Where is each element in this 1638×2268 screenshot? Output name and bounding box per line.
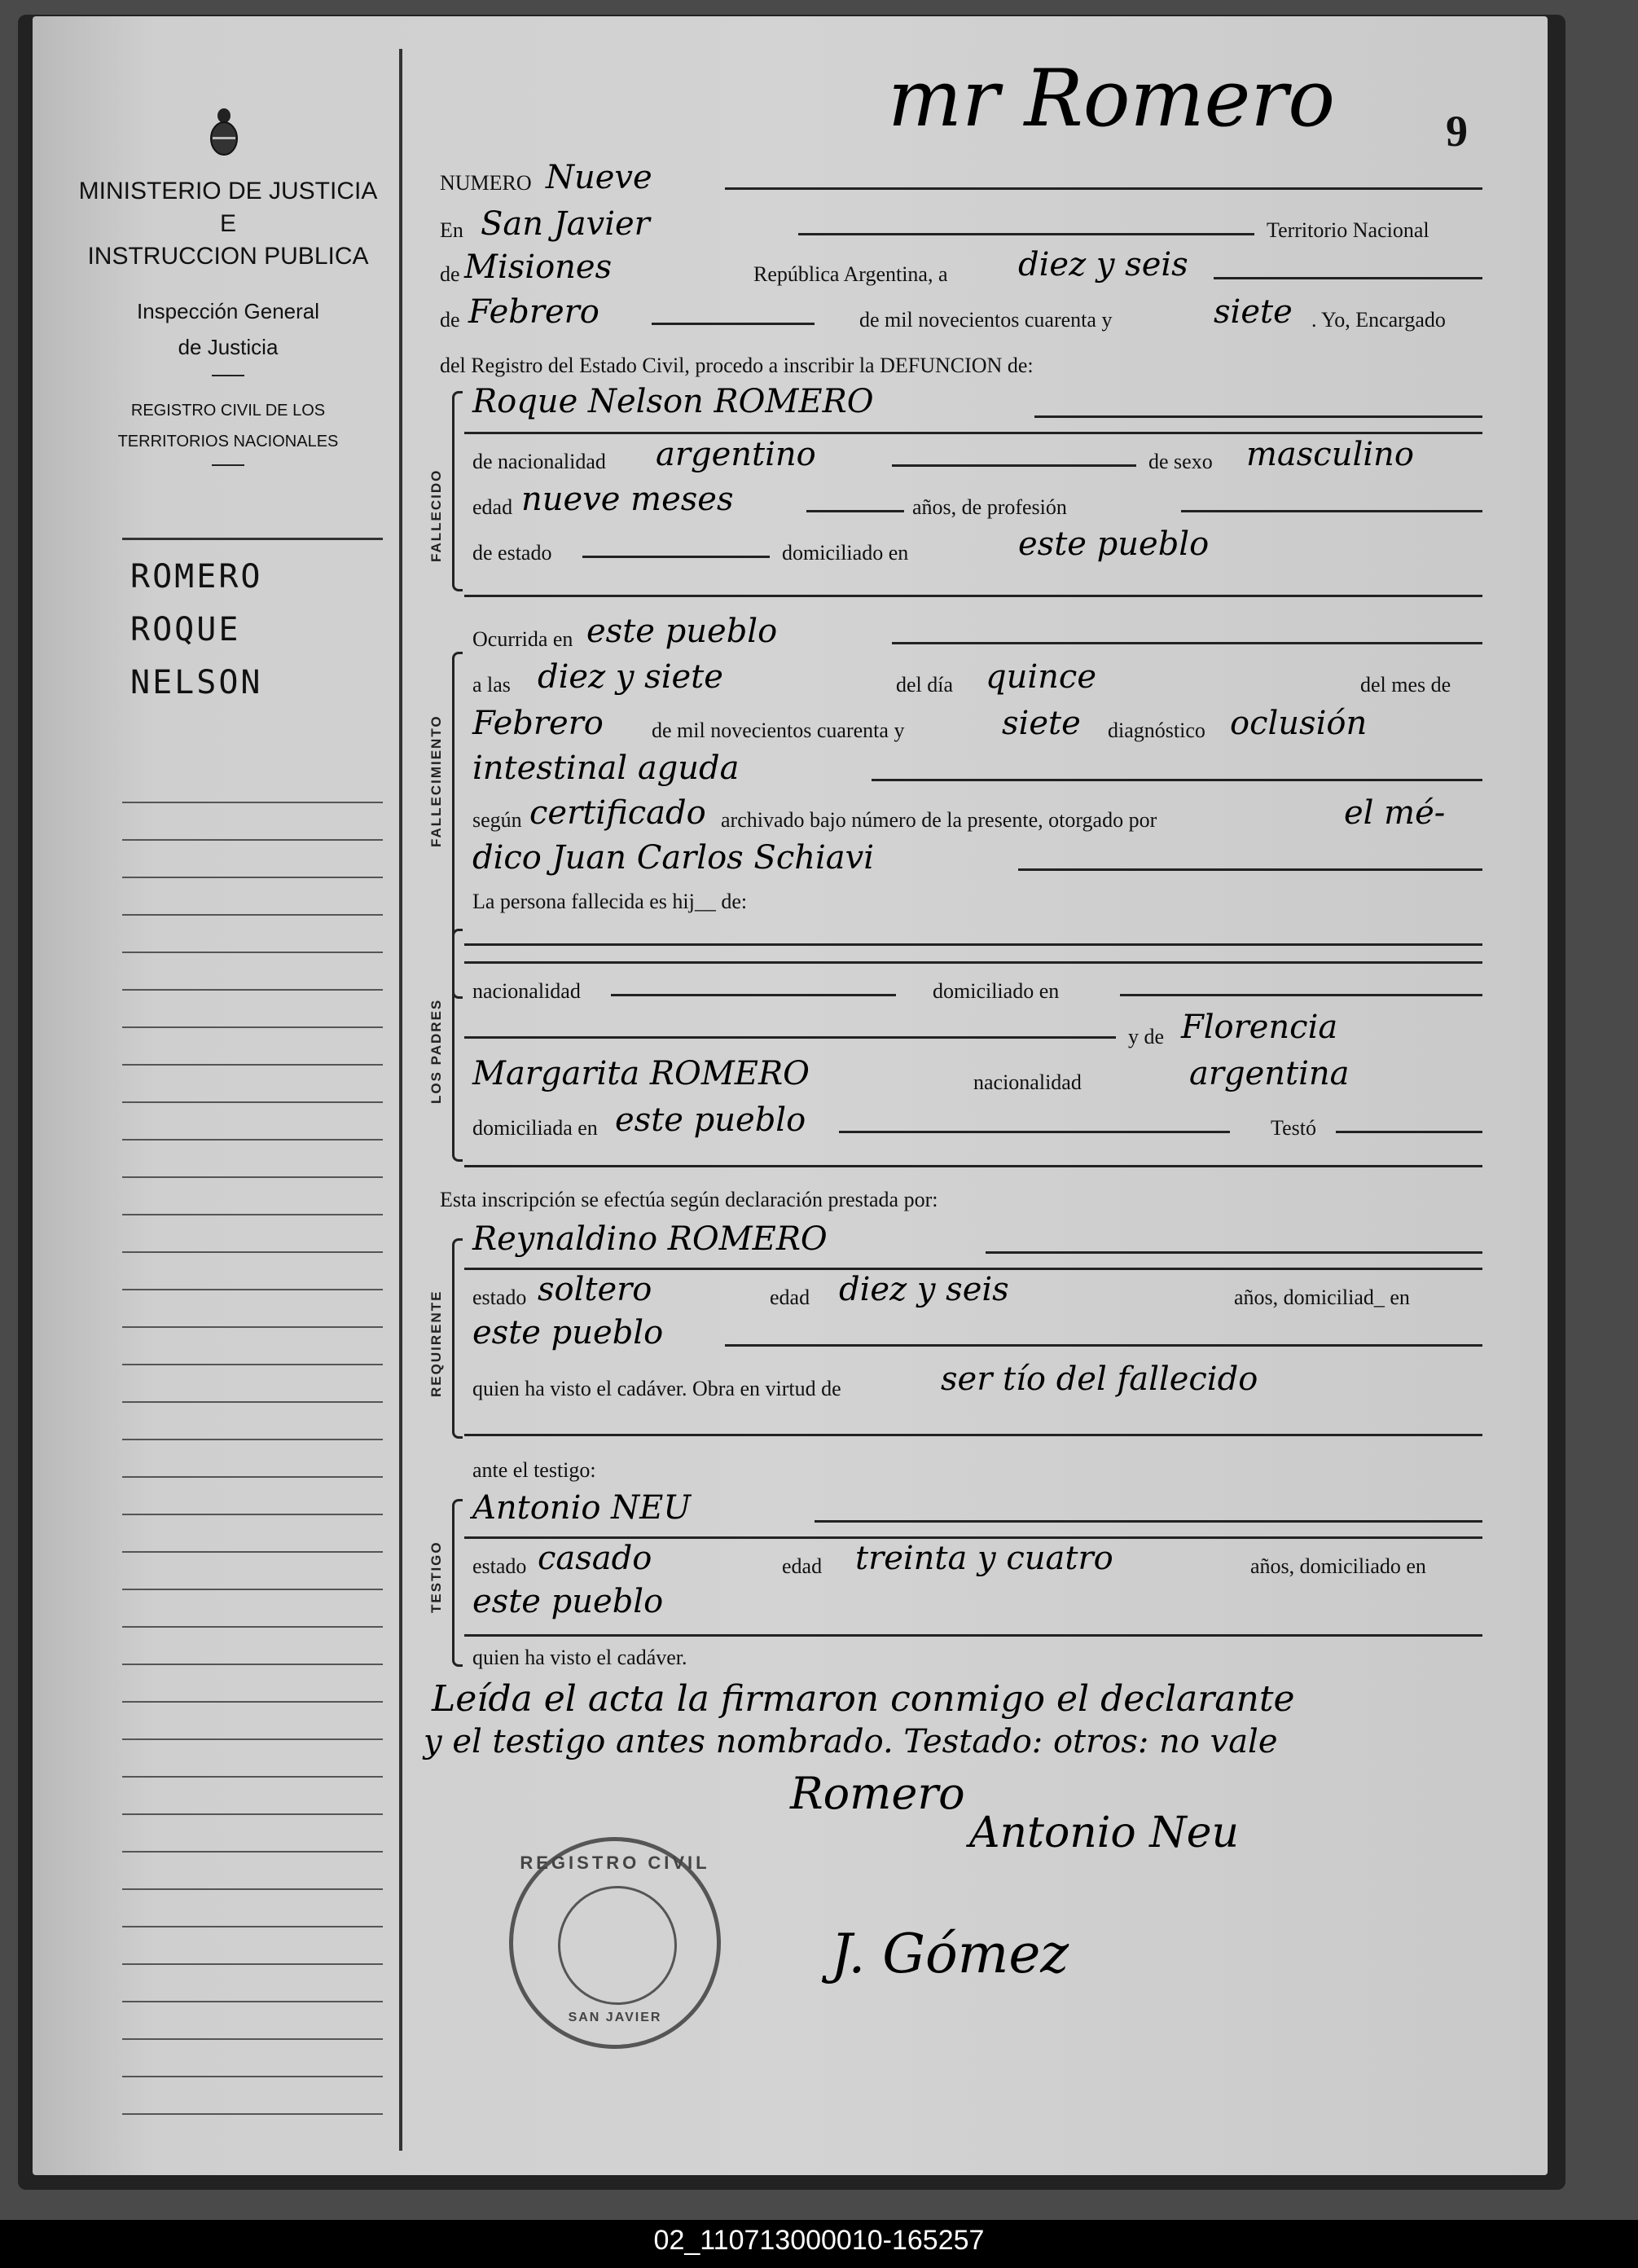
a-las-label: a las bbox=[472, 673, 511, 697]
madre-value-2: Margarita ROMERO bbox=[472, 1055, 810, 1092]
testigo-ante-label: ante el testigo: bbox=[472, 1458, 596, 1482]
testigo-edad-label: edad bbox=[782, 1554, 823, 1578]
del-mes-label: del mes de bbox=[1360, 673, 1451, 697]
segun-label: según bbox=[472, 808, 522, 832]
estado-label: de estado bbox=[472, 541, 552, 565]
del-dia-label: del día bbox=[896, 673, 954, 697]
diagnostico-value-2: intestinal aguda bbox=[472, 749, 740, 787]
requirente-estado-label: estado bbox=[472, 1286, 527, 1309]
left-margin-column bbox=[57, 49, 402, 2151]
padre-nacionalidad-label: nacionalidad bbox=[472, 979, 581, 1003]
margin-given-name-2: NELSON bbox=[130, 664, 263, 701]
registro-line: del Registro del Estado Civil, procedo a inscribir la DEFUNCION de: bbox=[440, 354, 1034, 377]
signature-testigo: Antonio Neu bbox=[969, 1809, 1239, 1857]
domiciliado-label: domiciliado en bbox=[782, 541, 909, 565]
territorio-label: Territorio Nacional bbox=[1267, 218, 1429, 242]
dia-value: quince bbox=[986, 658, 1096, 696]
archivado-label: archivado bajo número de la presente, otorgado por bbox=[721, 808, 1157, 832]
margin-ruled-lines bbox=[122, 766, 383, 2134]
mes-value: Febrero bbox=[472, 705, 604, 742]
testigo-estado-label: estado bbox=[472, 1554, 527, 1578]
ministry-title: MINISTERIO DE JUSTICIA E INSTRUCCION PUBLICA bbox=[78, 178, 378, 270]
requirente-edad-value: diez y seis bbox=[839, 1271, 1009, 1308]
ocurrida-value: este pueblo bbox=[586, 613, 778, 650]
yo-encargado-label: . Yo, Encargado bbox=[1311, 308, 1446, 332]
en-label: En bbox=[440, 218, 463, 242]
page-number: 9 bbox=[1446, 107, 1468, 156]
section-requirente: REQUIRENTE bbox=[428, 1290, 444, 1397]
section-testigo: TESTIGO bbox=[428, 1541, 444, 1613]
seal-emblem-icon bbox=[558, 1886, 677, 2005]
requirente-intro: Esta inscripción se efectúa según declaración prestada por: bbox=[440, 1188, 938, 1211]
requirente-virtud-value: ser tío del fallecido bbox=[941, 1360, 1258, 1398]
anos-profesion-label: años, de profesión bbox=[912, 495, 1067, 519]
requirente-edad-label: edad bbox=[770, 1286, 810, 1309]
margin-surname: ROMERO bbox=[130, 558, 263, 596]
edad-label: edad bbox=[472, 495, 513, 519]
nacionalidad-label: de nacionalidad bbox=[472, 450, 606, 473]
section-fallecido: FALLECIDO bbox=[428, 468, 444, 562]
en-value: San Javier bbox=[481, 205, 650, 243]
sexo-value: masculino bbox=[1246, 436, 1414, 473]
domicilio-value: este pueblo bbox=[1018, 525, 1210, 563]
otorgado-value: el mé- bbox=[1344, 794, 1446, 832]
signature-declarante: Romero bbox=[790, 1768, 965, 1819]
requirente-quien-label: quien ha visto el cadáver. Obra en virtud de bbox=[472, 1377, 841, 1400]
numero-value: Nueve bbox=[546, 159, 652, 196]
testigo-name: Antonio NEU bbox=[472, 1489, 692, 1527]
section-padres: LOS PADRES bbox=[428, 998, 444, 1104]
fallecido-name: Roque Nelson ROMERO bbox=[472, 383, 874, 420]
year-value: siete bbox=[1214, 293, 1293, 331]
month-value: Febrero bbox=[468, 293, 599, 331]
testo-label: Testó bbox=[1271, 1116, 1316, 1140]
madre-nacionalidad-label: nacionalidad bbox=[973, 1070, 1082, 1094]
year-2-value: siete bbox=[1002, 705, 1081, 742]
testigo-quien-label: quien ha visto el cadáver. bbox=[472, 1646, 687, 1669]
requirente-domicilio-value: este pueblo bbox=[472, 1314, 664, 1352]
y-de-label: y de bbox=[1128, 1025, 1165, 1048]
testigo-edad-value: treinta y cuatro bbox=[855, 1540, 1113, 1577]
padre-domiciliado-label: domiciliado en bbox=[933, 979, 1060, 1003]
edad-value: nueve meses bbox=[521, 481, 734, 518]
certificado-value: certificado bbox=[529, 794, 706, 832]
registry-seal: REGISTRO CIVIL SAN JAVIER bbox=[509, 1837, 721, 2049]
requirente-anos-label: años, domiciliad_ en bbox=[1234, 1286, 1410, 1309]
testigo-domicilio-value: este pueblo bbox=[472, 1583, 664, 1620]
republica-label: República Argentina, a bbox=[753, 262, 948, 286]
signature-encargado: J. Gómez bbox=[831, 1923, 1069, 1985]
testigo-anos-label: años, domiciliado en bbox=[1250, 1554, 1426, 1578]
mil-novecientos-2-label: de mil novecientos cuarenta y bbox=[652, 719, 905, 742]
hora-value: diez y siete bbox=[538, 658, 723, 696]
nacionalidad-value: argentino bbox=[656, 436, 816, 473]
sexo-label: de sexo bbox=[1148, 450, 1213, 473]
diagnostico-label: diagnóstico bbox=[1108, 719, 1205, 742]
de2-label: de bbox=[440, 308, 460, 332]
medico-value: dico Juan Carlos Schiavi bbox=[472, 839, 875, 877]
top-signature: mr Romero bbox=[888, 53, 1336, 144]
madre-value: Florencia bbox=[1181, 1009, 1338, 1046]
footer-image-id: 02_110713000010-165257 bbox=[653, 2225, 985, 2256]
margin-given-name-1: ROQUE bbox=[130, 611, 241, 648]
registry-title: REGISTRO CIVIL DE LOS TERRITORIOS NACIONALES bbox=[117, 402, 339, 451]
section-fallecimiento: FALLECIMIENTO bbox=[428, 714, 444, 847]
numero-label: NUMERO bbox=[440, 171, 532, 195]
hijo-label: La persona fallecida es hij__ de: bbox=[472, 890, 748, 913]
requirente-estado-value: soltero bbox=[538, 1271, 652, 1308]
inspection-title: Inspección General de Justicia bbox=[136, 299, 320, 359]
de-label: de bbox=[440, 262, 460, 286]
ocurrida-label: Ocurrida en bbox=[472, 627, 573, 651]
domiciliada-label: domiciliada en bbox=[472, 1116, 598, 1140]
territory-value: Misiones bbox=[464, 248, 613, 286]
diagnostico-value: oclusión bbox=[1230, 705, 1368, 742]
day-value: diez y seis bbox=[1018, 246, 1188, 284]
mil-novecientos-label: de mil novecientos cuarenta y bbox=[859, 308, 1113, 332]
requirente-name: Reynaldino ROMERO bbox=[472, 1220, 828, 1258]
coat-of-arms-icon bbox=[208, 106, 240, 158]
testigo-estado-value: casado bbox=[538, 1540, 652, 1577]
domiciliada-value: este pueblo bbox=[615, 1101, 806, 1139]
closing-line-2: y el testigo antes nombrado. Testado: otros: no vale bbox=[424, 1723, 1278, 1760]
closing-line-1: Leída el acta la firmaron conmigo el declarante bbox=[432, 1678, 1295, 1720]
madre-nacionalidad-value: argentina bbox=[1189, 1055, 1350, 1092]
